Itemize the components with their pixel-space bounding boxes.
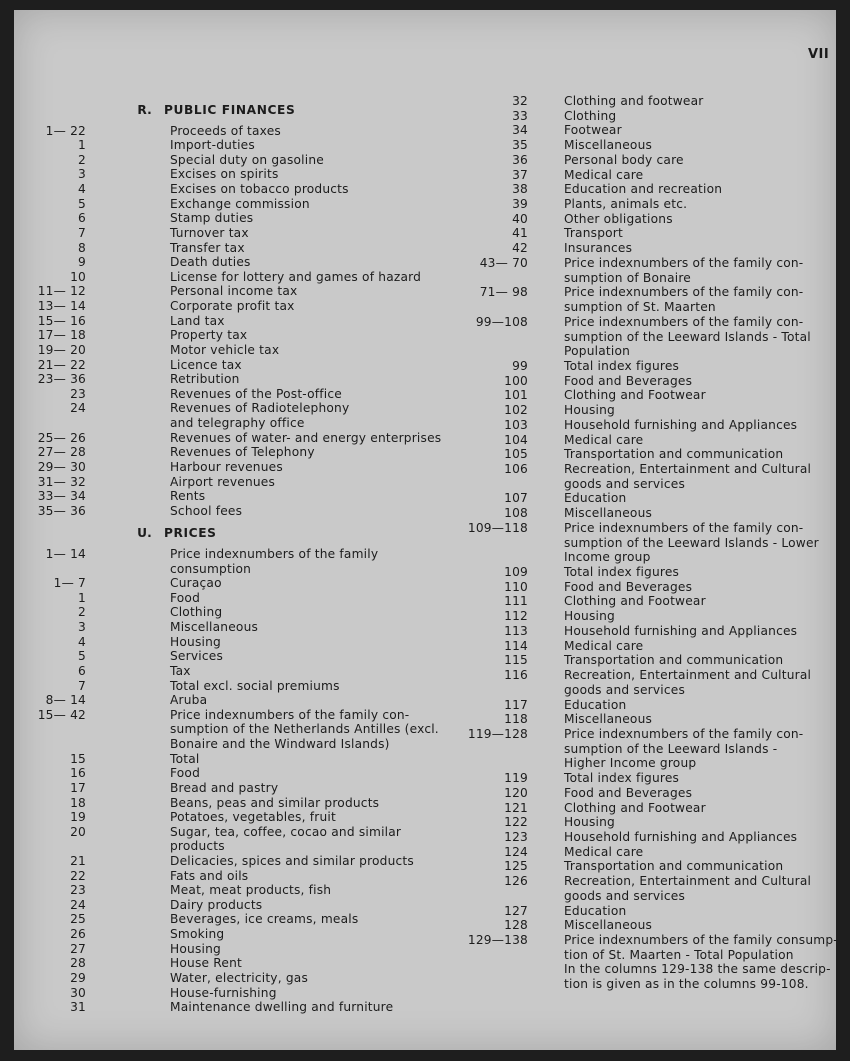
entry-label: Transport bbox=[564, 226, 623, 241]
entry-label: Clothing bbox=[170, 605, 223, 620]
entry-number: 16 bbox=[70, 766, 86, 781]
entry-label: sumption of the Netherlands Antilles (excl. bbox=[170, 722, 439, 737]
entry-number: 122 bbox=[504, 815, 528, 830]
entry-number: 36 bbox=[512, 152, 528, 167]
entry-label: Bread and pastry bbox=[170, 780, 279, 795]
entry-label: Personal body care bbox=[564, 152, 684, 167]
entry-label: sumption of the Leeward Islands - Lower bbox=[564, 535, 819, 550]
entry-label: Beans, peas and similar products bbox=[170, 795, 380, 810]
entry-label: Corporate profit tax bbox=[170, 299, 295, 314]
entry-number: 40 bbox=[512, 211, 528, 226]
entry-number: 32 bbox=[512, 94, 528, 108]
entry-label: Medical care bbox=[564, 638, 644, 653]
entry-label: Revenues of water- and energy enterprises bbox=[170, 430, 442, 445]
entry-label: Clothing and Footwear bbox=[564, 800, 706, 815]
entry-label: Medical care bbox=[564, 167, 644, 182]
entry-label: Miscellaneous bbox=[564, 918, 653, 933]
entry-label: Recreation, Entertainment and Cultural bbox=[564, 462, 812, 476]
entry-number: 23— 36 bbox=[37, 372, 86, 387]
entry-label: Medical care bbox=[564, 844, 644, 859]
entry-number: U. bbox=[137, 526, 152, 541]
entry-label: Price indexnumbers of the family con- bbox=[564, 520, 804, 535]
entry-label: School fees bbox=[170, 503, 243, 518]
entry-number: 15— 16 bbox=[37, 313, 86, 328]
entry-label: Transportation and communication bbox=[564, 653, 784, 668]
entry-label: Miscellaneous bbox=[564, 506, 653, 521]
entry-number: 126 bbox=[504, 874, 528, 889]
entry-label: Excises on tobacco products bbox=[170, 182, 349, 197]
entry-number: 23 bbox=[70, 883, 86, 898]
entry-label: Price indexnumbers of the family con- bbox=[564, 285, 804, 300]
entry-label: Clothing and footwear bbox=[564, 94, 704, 108]
entry-number: 102 bbox=[504, 403, 528, 418]
entry-label: Curaçao bbox=[170, 576, 222, 591]
entry-label: Footwear bbox=[564, 123, 622, 138]
entry-label: Bonaire and the Windward Islands) bbox=[170, 737, 390, 752]
entry-label: Retribution bbox=[170, 372, 240, 387]
entry-number: 21— 22 bbox=[37, 357, 86, 372]
entry-number: 41 bbox=[512, 226, 528, 241]
entry-number: 25— 26 bbox=[37, 430, 86, 445]
entry-label: Other obligations bbox=[564, 211, 673, 226]
entry-label: Education bbox=[564, 697, 627, 712]
entry-label: PUBLIC FINANCES bbox=[164, 103, 296, 117]
entry-number: 24 bbox=[70, 897, 86, 912]
page-number: VII bbox=[808, 47, 830, 62]
entry-number: 28 bbox=[70, 956, 86, 971]
entry-label: Personal income tax bbox=[170, 284, 298, 299]
entry-label: Water, electricity, gas bbox=[170, 970, 309, 985]
entry-label: goods and services bbox=[564, 682, 686, 697]
entry-label: Food and Beverages bbox=[564, 373, 693, 388]
entry-number: 15 bbox=[70, 751, 86, 766]
entry-number: 34 bbox=[512, 123, 528, 138]
entry-label: Stamp duties bbox=[170, 211, 254, 226]
entry-label: Price indexnumbers of the family con- bbox=[564, 726, 804, 741]
entry-number: 109—118 bbox=[467, 520, 528, 535]
entry-number: 128 bbox=[504, 918, 528, 933]
entry-label: Total excl. social premiums bbox=[170, 678, 340, 693]
entry-label: Miscellaneous bbox=[564, 712, 653, 727]
entry-number: 31 bbox=[70, 1000, 86, 1015]
entry-label: Airport revenues bbox=[170, 474, 276, 489]
entry-label: Plants, animals etc. bbox=[564, 197, 688, 212]
entry-number: 26 bbox=[70, 927, 86, 942]
entry-label: Miscellaneous bbox=[564, 138, 653, 153]
entry-number: 99—108 bbox=[475, 314, 528, 329]
entry-label: Housing bbox=[564, 609, 615, 624]
entry-label: Total index figures bbox=[564, 358, 680, 373]
entry-label: Delicacies, spices and similar products bbox=[170, 854, 414, 868]
entry-label: Clothing and Footwear bbox=[564, 594, 706, 609]
entry-number: 43— 70 bbox=[479, 255, 528, 270]
entry-number: 35 bbox=[512, 138, 528, 153]
entry-label: Beverages, ice creams, meals bbox=[170, 912, 359, 927]
entry-label: Revenues of Telephony bbox=[170, 445, 315, 460]
entry-number: 101 bbox=[504, 388, 528, 403]
entry-number: 5 bbox=[78, 649, 86, 664]
entry-label: Recreation, Entertainment and Cultural bbox=[564, 874, 812, 889]
entry-number: 30 bbox=[70, 985, 86, 1000]
entry-number: 2 bbox=[78, 152, 86, 167]
entry-label: goods and services bbox=[564, 476, 686, 491]
entry-number: 104 bbox=[504, 432, 528, 447]
entry-label: Licence tax bbox=[170, 357, 242, 372]
entry-number: 111 bbox=[504, 594, 528, 609]
entry-number: 5 bbox=[78, 196, 86, 211]
entry-number: 117 bbox=[504, 697, 528, 712]
entry-number: 13— 14 bbox=[37, 299, 86, 314]
entry-label: Miscellaneous bbox=[170, 620, 259, 635]
entry-number: 21 bbox=[70, 854, 86, 868]
entry-number: 116 bbox=[504, 668, 528, 683]
entry-number: 17— 18 bbox=[37, 328, 86, 343]
entry-label: Total index figures bbox=[564, 771, 680, 786]
entry-label: Transportation and communication bbox=[564, 447, 784, 462]
entry-number: 118 bbox=[504, 712, 528, 727]
entry-number: 1 bbox=[78, 590, 86, 605]
entry-label: Household furnishing and Appliances bbox=[564, 623, 798, 638]
entry-label: Services bbox=[170, 649, 223, 664]
entry-number: 27 bbox=[70, 941, 86, 956]
entry-label: House-furnishing bbox=[170, 985, 277, 1000]
entry-label: Population bbox=[564, 344, 631, 359]
entry-number: 99 bbox=[512, 358, 528, 373]
entry-label: sumption of the Leeward Islands - bbox=[564, 741, 778, 756]
entry-number: 103 bbox=[504, 417, 528, 432]
entry-number: 29 bbox=[70, 970, 86, 985]
entry-number: 71— 98 bbox=[479, 285, 528, 300]
document-page bbox=[14, 10, 836, 1050]
entry-label: Price indexnumbers of the family con- bbox=[564, 255, 804, 270]
entry-number: 20 bbox=[70, 824, 86, 839]
entry-number: 19— 20 bbox=[37, 342, 86, 357]
entry-label: Import-duties bbox=[170, 138, 255, 153]
entry-number: 35— 36 bbox=[37, 503, 86, 518]
entry-label: Food and Beverages bbox=[564, 579, 693, 594]
entry-label: Tax bbox=[170, 663, 191, 678]
entry-number: 113 bbox=[504, 623, 528, 638]
entry-number: 125 bbox=[504, 859, 528, 874]
entry-label: Sugar, tea, coffee, cocao and similar bbox=[170, 824, 402, 839]
entry-number: 1— 14 bbox=[45, 546, 86, 561]
entry-number: 3 bbox=[78, 620, 86, 635]
entry-number: 17 bbox=[70, 780, 86, 795]
entry-number: 15— 42 bbox=[37, 707, 86, 722]
entry-label: Motor vehicle tax bbox=[170, 342, 280, 357]
entry-number: 110 bbox=[504, 579, 528, 594]
entry-label: sumption of the Leeward Islands - Total bbox=[564, 329, 811, 344]
entry-label: Income group bbox=[564, 550, 651, 565]
entry-number: 115 bbox=[504, 653, 528, 668]
entry-number: 23 bbox=[70, 386, 86, 401]
entry-label: Insurances bbox=[564, 241, 633, 256]
entry-label: sumption of Bonaire bbox=[564, 270, 691, 285]
entry-label: Revenues of Radiotelephony bbox=[170, 401, 350, 416]
entry-number: 8 bbox=[78, 240, 86, 255]
entry-label: Rents bbox=[170, 489, 206, 504]
entry-label: Education and recreation bbox=[564, 182, 723, 197]
entry-label: In the columns 129-138 the same descrip- bbox=[564, 962, 831, 977]
entry-number: 39 bbox=[512, 197, 528, 212]
entry-number: 114 bbox=[504, 638, 528, 653]
entry-number: 37 bbox=[512, 167, 528, 182]
entry-label: Revenues of the Post-office bbox=[170, 386, 342, 401]
entry-number: 107 bbox=[504, 491, 528, 506]
entry-number: 38 bbox=[512, 182, 528, 197]
entry-label: products bbox=[170, 839, 225, 854]
entry-number: 22 bbox=[70, 868, 86, 883]
entry-label: Maintenance dwelling and furniture bbox=[170, 1000, 394, 1015]
entry-label: Land tax bbox=[170, 313, 225, 328]
entry-number: 106 bbox=[504, 462, 528, 476]
entry-label: Proceeds of taxes bbox=[170, 123, 281, 138]
entry-label: Property tax bbox=[170, 328, 248, 343]
entry-number: 6 bbox=[78, 211, 86, 226]
entry-number: R. bbox=[137, 103, 152, 117]
entry-label: and telegraphy office bbox=[170, 416, 305, 431]
entry-label: Exchange commission bbox=[170, 196, 310, 211]
entry-number: 24 bbox=[70, 401, 86, 416]
entry-label: Excises on spirits bbox=[170, 167, 279, 182]
entry-number: 6 bbox=[78, 663, 86, 678]
entry-label: Food bbox=[170, 766, 201, 781]
entry-number: 129—138 bbox=[467, 933, 528, 948]
entry-label: Dairy products bbox=[170, 897, 263, 912]
entry-number: 9 bbox=[78, 255, 86, 270]
entry-label: sumption of St. Maarten bbox=[564, 300, 716, 315]
entry-number: 1— 7 bbox=[53, 576, 86, 591]
entry-number: 33— 34 bbox=[37, 489, 86, 504]
entry-number: 124 bbox=[504, 844, 528, 859]
entry-number: 7 bbox=[78, 225, 86, 240]
entry-number: 7 bbox=[78, 678, 86, 693]
entry-label: Medical care bbox=[564, 432, 644, 447]
entry-label: Housing bbox=[564, 403, 615, 418]
entry-label: Recreation, Entertainment and Cultural bbox=[564, 668, 812, 683]
entry-label: Housing bbox=[170, 941, 221, 956]
entry-number: 123 bbox=[504, 830, 528, 844]
entry-label: Clothing bbox=[564, 108, 617, 123]
entry-number: 19 bbox=[70, 810, 86, 825]
entry-number: 31— 32 bbox=[37, 474, 86, 489]
entry-label: Harbour revenues bbox=[170, 459, 283, 474]
entry-number: 4 bbox=[78, 634, 86, 649]
entry-number: 109 bbox=[504, 565, 528, 580]
entry-label: Education bbox=[564, 903, 627, 918]
entry-number: 119 bbox=[504, 771, 528, 786]
entry-number: 3 bbox=[78, 167, 86, 182]
entry-label: Total index figures bbox=[564, 565, 680, 580]
entry-label: Total bbox=[170, 751, 200, 766]
entry-label: Special duty on gasoline bbox=[170, 152, 324, 167]
entry-label: tion is given as in the columns 99-108. bbox=[564, 977, 809, 992]
entry-label: Transfer tax bbox=[170, 240, 245, 255]
entry-label: Clothing and Footwear bbox=[564, 388, 706, 403]
entry-number: 8— 14 bbox=[45, 693, 86, 708]
entry-number: 4 bbox=[78, 182, 86, 197]
entry-label: goods and services bbox=[564, 888, 686, 903]
entry-number: 100 bbox=[504, 373, 528, 388]
entry-number: 1 bbox=[78, 138, 86, 153]
entry-label: Higher Income group bbox=[564, 756, 697, 771]
entry-label: Turnover tax bbox=[170, 225, 249, 240]
entry-label: Potatoes, vegetables, fruit bbox=[170, 810, 336, 825]
entry-number: 10 bbox=[70, 269, 86, 284]
entry-label: Food bbox=[170, 590, 201, 605]
entry-number: 119—128 bbox=[467, 726, 528, 741]
entry-number: 18 bbox=[70, 795, 86, 810]
entry-number: 127 bbox=[504, 903, 528, 918]
entry-label: Smoking bbox=[170, 927, 225, 942]
entry-label: Meat, meat products, fish bbox=[170, 883, 332, 898]
entry-label: Housing bbox=[564, 815, 615, 830]
entry-label: Price indexnumbers of the family consump- bbox=[564, 933, 838, 948]
entry-label: Household furnishing and Appliances bbox=[564, 830, 798, 844]
entry-label: Aruba bbox=[170, 693, 208, 708]
entry-number: 112 bbox=[504, 609, 528, 624]
entry-number: 108 bbox=[504, 506, 528, 521]
entry-number: 1— 22 bbox=[45, 123, 86, 138]
entry-number: 42 bbox=[512, 241, 528, 256]
entry-label: Housing bbox=[170, 634, 221, 649]
entry-number: 29— 30 bbox=[37, 459, 86, 474]
entry-number: 11— 12 bbox=[37, 284, 86, 299]
entry-label: Education bbox=[564, 491, 627, 506]
entry-number: 27— 28 bbox=[37, 445, 86, 460]
entry-label: Food and Beverages bbox=[564, 785, 693, 800]
entry-label: Fats and oils bbox=[170, 868, 249, 883]
entry-label: Household furnishing and Appliances bbox=[564, 417, 798, 432]
entry-number: 121 bbox=[504, 800, 528, 815]
entry-number: 25 bbox=[70, 912, 86, 927]
entry-label: PRICES bbox=[164, 526, 217, 541]
entry-label: Price indexnumbers of the family con- bbox=[564, 314, 804, 329]
entry-number: 105 bbox=[504, 447, 528, 462]
entry-number: 33 bbox=[512, 108, 528, 123]
entry-label: consumption bbox=[170, 561, 252, 576]
entry-number: 120 bbox=[504, 785, 528, 800]
entry-label: Price indexnumbers of the family bbox=[170, 546, 379, 561]
entry-label: tion of St. Maarten - Total Population bbox=[564, 947, 794, 962]
entry-label: Price indexnumbers of the family con- bbox=[170, 707, 410, 722]
entry-label: House Rent bbox=[170, 956, 242, 971]
entry-label: License for lottery and games of hazard bbox=[170, 269, 422, 284]
entry-label: Death duties bbox=[170, 255, 251, 270]
entry-number: 2 bbox=[78, 605, 86, 620]
entry-label: Transportation and communication bbox=[564, 859, 784, 874]
